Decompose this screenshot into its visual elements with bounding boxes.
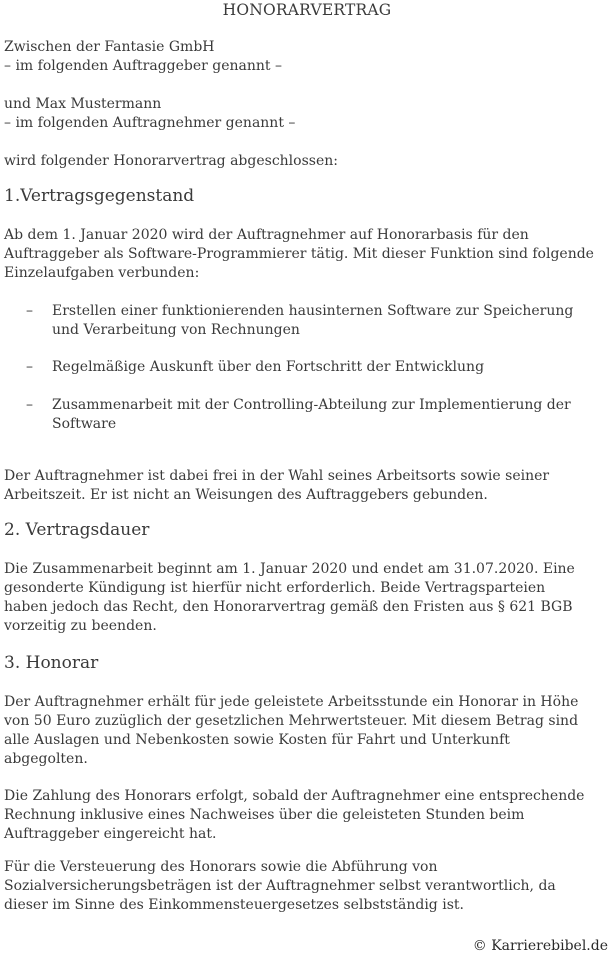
section3-paragraph-line: Für die Versteuerung des Honorars sowie die Abführung von bbox=[4, 859, 438, 875]
task-line: Zusammenarbeit mit der Controlling-Abteilung zur Implementierung der bbox=[52, 397, 571, 413]
contractor-role: – im folgenden Auftragnehmer genannt – bbox=[4, 115, 296, 131]
task-line: Regelmäßige Auskunft über den Fortschritt der Entwicklung bbox=[52, 359, 485, 375]
dash-bullet: – bbox=[26, 359, 33, 375]
section3-paragraph-line: alle Auslagen und Nebenkosten sowie Kosten für Fahrt und Unterkunft bbox=[4, 732, 510, 748]
section3-paragraph-line: Die Zahlung des Honorars erfolgt, sobald der Auftragnehmer eine entsprechende bbox=[4, 788, 585, 804]
section3-paragraph-line: Der Auftragnehmer erhält für jede geleistete Arbeitsstunde ein Honorar in Höhe bbox=[4, 694, 579, 710]
section-heading-honorar: 3. Honorar bbox=[4, 653, 99, 673]
section1-intro-line: Ab dem 1. Januar 2020 wird der Auftragnehmer auf Honorarbasis für den bbox=[4, 227, 529, 243]
section2-line: haben jedoch das Recht, den Honorarvertrag gemäß den Fristen aus § 621 BGB bbox=[4, 599, 573, 615]
client-role: – im folgenden Auftraggeber genannt – bbox=[4, 58, 283, 74]
dash-bullet: – bbox=[26, 303, 33, 319]
section-heading-vertragsgegenstand: 1.Vertragsgegenstand bbox=[4, 186, 195, 206]
section2-line: Die Zusammenarbeit beginnt am 1. Januar 2020 und endet am 31.07.2020. Eine bbox=[4, 561, 575, 577]
section-heading-vertragsdauer: 2. Vertragsdauer bbox=[4, 520, 150, 540]
section3-paragraph-line: dieser im Sinne des Einkommensteuergesetzes selbstständig ist. bbox=[4, 897, 464, 913]
task-text bbox=[52, 302, 608, 340]
agreement-closing: wird folgender Honorarvertrag abgeschlossen: bbox=[4, 153, 338, 169]
copyright-credit: © Karrierebibel.de bbox=[472, 938, 608, 954]
task-line: und Verarbeitung von Rechnungen bbox=[52, 322, 300, 338]
task-text bbox=[52, 358, 608, 377]
section1-intro-line: Auftraggeber als Software-Programmierer tätig. Mit dieser Funktion sind folgende bbox=[4, 246, 594, 262]
task-text bbox=[52, 396, 608, 434]
section1-intro-line: Einzelaufgaben verbunden: bbox=[4, 265, 200, 281]
section2-line: vorzeitig zu beenden. bbox=[4, 618, 157, 634]
section3-paragraph-line: Sozialversicherungsbeträgen ist der Auftragnehmer selbst verantwortlich, da bbox=[4, 878, 556, 894]
dash-bullet: – bbox=[26, 397, 33, 413]
section1-outro-line: Der Auftragnehmer ist dabei frei in der Wahl seines Arbeitsorts sowie seiner bbox=[4, 468, 550, 484]
section3-paragraph-line: Rechnung inklusive eines Nachweises über die geleisteten Stunden beim bbox=[4, 807, 525, 823]
section2-line: gesonderte Kündigung ist hierfür nicht erforderlich. Beide Vertragsparteien bbox=[4, 580, 546, 596]
section3-paragraph-line: von 50 Euro zuzüglich der gesetzlichen Mehrwertsteuer. Mit diesem Betrag sind bbox=[4, 713, 579, 729]
client-line: Zwischen der Fantasie GmbH bbox=[4, 39, 215, 55]
document-title: HONORARVERTRAG bbox=[222, 1, 392, 19]
section3-paragraph-line: Auftraggeber eingereicht hat. bbox=[4, 826, 217, 842]
section3-paragraph-line: abgegolten. bbox=[4, 751, 88, 767]
task-line: Erstellen einer funktionierenden hausinternen Software zur Speicherung bbox=[52, 303, 574, 319]
section1-outro-line: Arbeitszeit. Er ist nicht an Weisungen des Auftraggebers gebunden. bbox=[4, 487, 488, 503]
contractor-line: und Max Mustermann bbox=[4, 96, 162, 112]
task-line: Software bbox=[52, 416, 117, 432]
